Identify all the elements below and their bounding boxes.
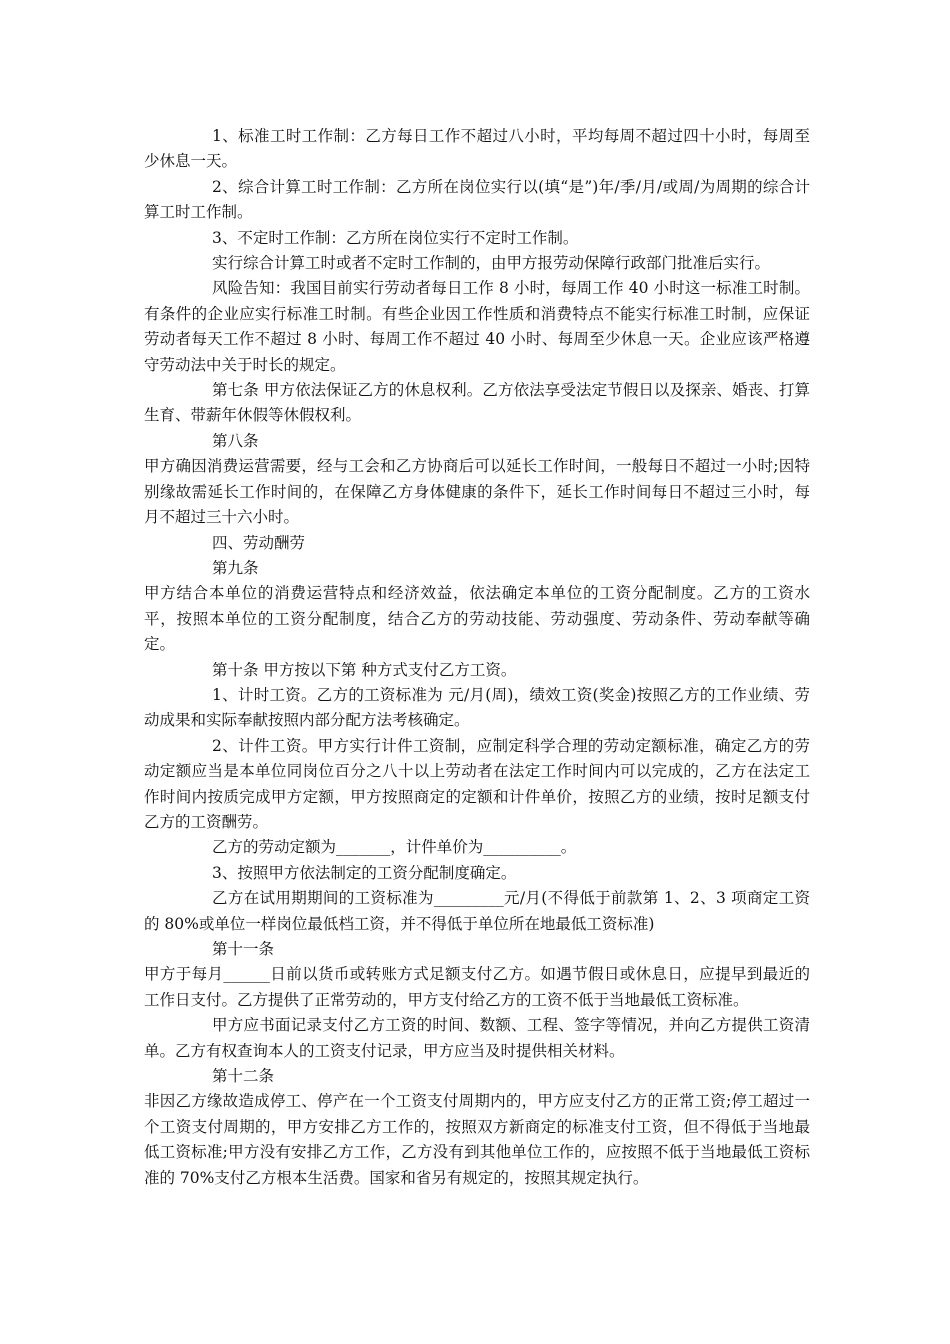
- paragraph-article-11-body: 甲方于每月______日前以货币或转账方式足额支付乙方。如遇节假日或休息日，应提早到最近的工作日支付。乙方提供了正常劳动的，甲方支付给乙方的工资不低于当地最低工资标准。: [144, 965, 810, 1009]
- heading-section-4: 四、劳动酬劳: [212, 533, 306, 552]
- paragraph-article-7: 第七条 甲方依法保证乙方的休息权利。乙方依法享受法定节假日以及探亲、婚丧、打算生育、带薪年休假等休假权利。: [144, 381, 810, 425]
- paragraph-article-9-body: 甲方结合本单位的消费运营特点和经济效益，依法确定本单位的工资分配制度。乙方的工资水平，按照本单位的工资分配制度，结合乙方的劳动技能、劳动强度、劳动条件、劳动奉献等确定。: [144, 584, 810, 654]
- paragraph-quota-blanks: 乙方的劳动定额为_______，计件单价为__________。: [212, 838, 577, 857]
- paragraph-flexible-hours: 3、不定时工作制：乙方所在岗位实行不定时工作制。: [212, 228, 579, 247]
- heading-article-11: 第十一条: [212, 940, 275, 958]
- paragraph-standard-hours: 1、标准工时工作制：乙方每日工作不超过八小时，平均每周不超过四十小时，每周至少休息一天。: [144, 127, 810, 171]
- paragraph-article-10: 第十条 甲方按以下第 种方式支付乙方工资。: [212, 660, 517, 679]
- document-page: [144, 124, 810, 1191]
- paragraph-wage-system: 3、按照甲方依法制定的工资分配制度确定。: [212, 863, 517, 882]
- paragraph-article-12-body: 非因乙方缘故造成停工、停产在一个工资支付周期内的，甲方应支付乙方的正常工资;停工超过一个工资支付周期的，甲方安排乙方工作的，按照双方新商定的标准支付工资，但不得低于当地最低工资标准;甲方没有安排乙方工作，乙方没有到其他单位工作的，应按照不低于当地最低工资标准的 70%支付乙方根本生活费。国家和省另有规定的，按照其规定执行。: [144, 1092, 810, 1187]
- paragraph-comprehensive-hours: 2、综合计算工时工作制：乙方所在岗位实行以(填“是”)年/季/月/或周/为周期的综合计算工时工作制。: [144, 177, 810, 222]
- paragraph-time-wage: 1、计时工资。乙方的工资标准为 元/月(周)，绩效工资(奖金)按照乙方的工作业绩、劳动成果和实际奉献按照内部分配方法考核确定。: [144, 685, 810, 730]
- paragraph-piece-wage: 2、计件工资。甲方实行计件工资制，应制定科学合理的劳动定额标准，确定乙方的劳动定额应当是本单位同岗位百分之八十以上劳动者在法定工作时间内可以完成的，乙方在法定工作时间内按质完成甲方定额，甲方按照商定的定额和计件单价，按照乙方的业绩，按时足额支付乙方的工资酬劳。: [144, 736, 810, 831]
- paragraph-probation-wage: 乙方在试用期期间的工资标准为_________元/月(不得低于前款第 1、2、3 项商定工资的 80%或单位一样岗位最低档工资，并不得低于单位所在地最低工资标准): [144, 889, 810, 933]
- paragraph-risk-notice: 风险告知：我国目前实行劳动者每日工作 8 小时，每周工作 40 小时这一标准工时制。有条件的企业应实行标准工时制。有些企业因工作性质和消费特点不能实行标准工时制，应保证劳动者每天工作不超过 8 小时、每周工作不超过 40 小时、每周至少休息一天。企业应该严格遵守劳动法中关于时长的规定。: [144, 279, 810, 374]
- paragraph-article-8-body: 甲方确因消费运营需要，经与工会和乙方协商后可以延长工作时间，一般每日不超过一小时;因特别缘故需延长工作时间的，在保障乙方身体健康的条件下，延长工作时间每日不超过三小时，每月不超过三十六小时。: [144, 457, 810, 527]
- heading-article-9: 第九条: [212, 558, 259, 577]
- heading-article-12: 第十二条: [212, 1067, 275, 1086]
- paragraph-wage-records: 甲方应书面记录支付乙方工资的时间、数额、工程、签字等情况，并向乙方提供工资清单。乙方有权查询本人的工资支付记录，甲方应当及时提供相关材料。: [144, 1016, 810, 1060]
- paragraph-approval-note: 实行综合计算工时或者不定时工作制的，由甲方报劳动保障行政部门批准后实行。: [212, 254, 771, 273]
- heading-article-8: 第八条: [212, 431, 259, 450]
